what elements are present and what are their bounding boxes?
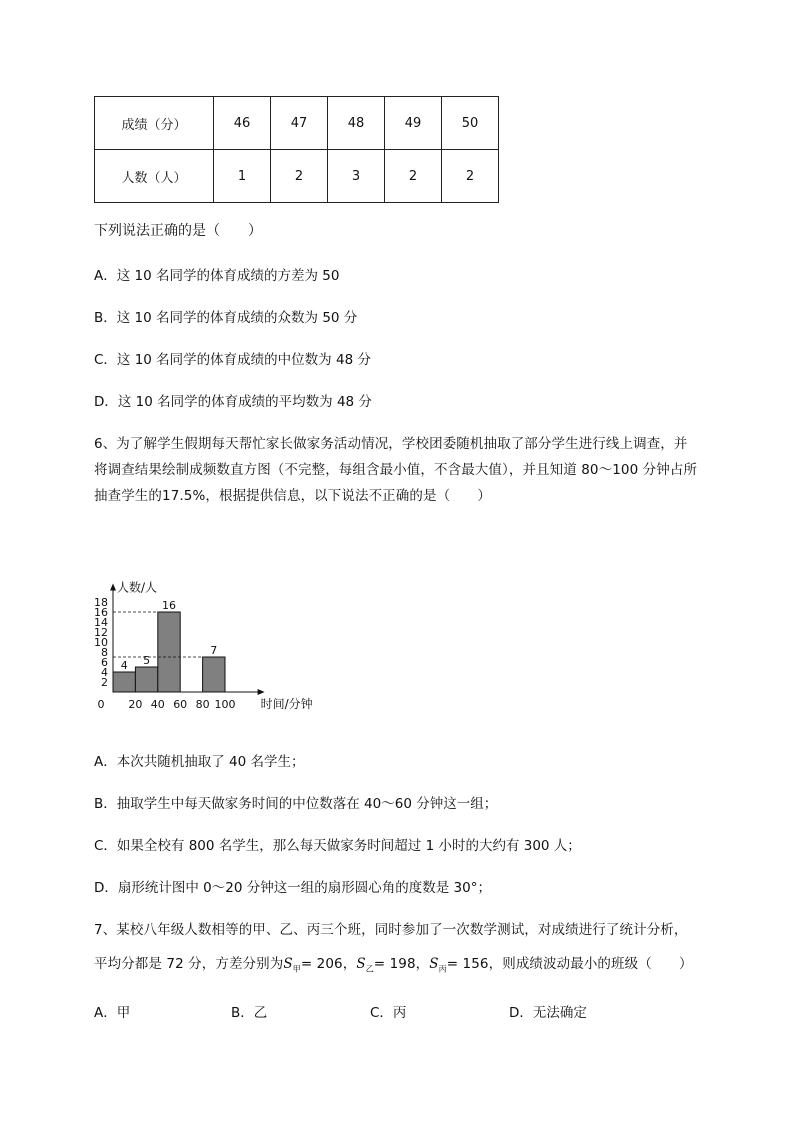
q6-line-2: 将调查结果绘制成频数直方图（不完整，每组含最小值，不含最大值），并且知道 80～100 分钟占所 bbox=[94, 462, 698, 478]
variance-value-jia: = 206， bbox=[300, 956, 357, 972]
table-cell: 3 bbox=[328, 150, 385, 203]
y-tick-label: 2 bbox=[101, 676, 108, 689]
table-cell: 2 bbox=[385, 150, 442, 203]
y-tick-label: 18 bbox=[94, 596, 108, 609]
score-table bbox=[94, 96, 499, 203]
y-tick-label: 6 bbox=[101, 656, 108, 669]
x-axis-label: 时间/分钟 bbox=[260, 697, 313, 711]
histogram-bar bbox=[203, 657, 225, 692]
variance-sub-jia: 甲 bbox=[292, 964, 301, 974]
y-tick-label: 4 bbox=[101, 666, 108, 679]
bar-value-label: 7 bbox=[210, 644, 218, 657]
q6-line-1: 6、为了解学生假期每天帮忙家长做家务活动情况，学校团委随机抽取了部分学生进行线上调查，并 bbox=[94, 436, 688, 452]
variance-value-yi: = 198， bbox=[373, 956, 430, 972]
variance-sub-bing: 丙 bbox=[438, 964, 447, 974]
bar-value-label: 4 bbox=[120, 659, 128, 672]
y-tick-label: 12 bbox=[94, 626, 108, 639]
histogram-chart bbox=[88, 530, 318, 720]
y-axis-label: 人数/人 bbox=[117, 580, 158, 595]
q5-option-a: A．这 10 名同学的体育成绩的方差为 50 bbox=[94, 268, 340, 284]
y-tick-label: 8 bbox=[101, 646, 108, 659]
x-tick-label: 100 bbox=[214, 698, 236, 711]
table-cell: 47 bbox=[271, 97, 328, 150]
q5-prompt: 下列说法正确的是（ ） bbox=[94, 223, 262, 239]
table-cell: 46 bbox=[214, 97, 271, 150]
q6-option-d: D．扇形统计图中 0～20 分钟这一组的扇形圆心角的度数是 30°； bbox=[94, 880, 491, 896]
x-tick-label: 60 bbox=[173, 698, 188, 711]
q6-option-b: B．抽取学生中每天做家务时间的中位数落在 40～60 分钟这一组； bbox=[94, 796, 498, 812]
table-cell: 1 bbox=[214, 150, 271, 203]
variance-symbol-bing: S bbox=[429, 956, 439, 972]
table-cell: 50 bbox=[442, 97, 499, 150]
table-header-count: 人数（人） bbox=[95, 150, 214, 203]
variance-value-bing: = 156，则成绩波动最小的班级（ ） bbox=[446, 956, 693, 972]
histogram-bar bbox=[158, 612, 180, 692]
variance-sub-yi: 乙 bbox=[365, 964, 374, 974]
q7-option-c: C．丙 bbox=[370, 1005, 407, 1021]
q5-option-b: B．这 10 名同学的体育成绩的众数为 50 分 bbox=[94, 310, 358, 326]
table-cell: 48 bbox=[328, 97, 385, 150]
table-row bbox=[95, 97, 499, 150]
q5-option-c: C．这 10 名同学的体育成绩的中位数为 48 分 bbox=[94, 352, 371, 368]
table-row bbox=[95, 150, 499, 203]
q6-option-c: C．如果全校有 800 名学生，那么每天做家务时间超过 1 小时的大约有 300 人； bbox=[94, 838, 581, 854]
bar-value-label: 16 bbox=[162, 599, 176, 612]
q7-line-1: 7、某校八年级人数相等的甲、乙、丙三个班，同时参加了一次数学测试，对成绩进行了统计分析， bbox=[94, 922, 688, 938]
variance-symbol-yi: S bbox=[356, 956, 366, 972]
q7-option-b: B．乙 bbox=[231, 1005, 268, 1021]
x-tick-label: 0 bbox=[97, 698, 105, 711]
histogram-bar bbox=[135, 667, 157, 692]
x-tick-label: 80 bbox=[195, 698, 210, 711]
q6-line-3: 抽查学生的17.5%，根据提供信息，以下说法不正确的是（ ） bbox=[94, 488, 491, 504]
x-axis-arrow bbox=[258, 689, 265, 695]
q7-line-2-intro: 平均分都是 72 分，方差分别为 bbox=[94, 956, 284, 972]
y-tick-label: 10 bbox=[94, 636, 108, 649]
y-tick-label: 16 bbox=[94, 606, 108, 619]
x-tick-label: 20 bbox=[128, 698, 143, 711]
q5-option-d: D．这 10 名同学的体育成绩的平均数为 48 分 bbox=[94, 394, 372, 410]
table-cell: 49 bbox=[385, 97, 442, 150]
x-tick-label: 40 bbox=[150, 698, 165, 711]
q7-option-a: A．甲 bbox=[94, 1005, 131, 1021]
bar-value-label: 5 bbox=[143, 654, 151, 667]
q6-option-a: A．本次共随机抽取了 40 名学生； bbox=[94, 754, 305, 770]
variance-symbol-jia: S bbox=[283, 956, 293, 972]
y-axis-arrow bbox=[110, 584, 116, 591]
table-cell: 2 bbox=[271, 150, 328, 203]
table-cell: 2 bbox=[442, 150, 499, 203]
q7-option-d: D．无法确定 bbox=[509, 1005, 587, 1021]
q7-line-2 bbox=[94, 952, 693, 975]
table-header-score: 成绩（分） bbox=[95, 97, 214, 150]
y-tick-label: 14 bbox=[94, 616, 108, 629]
histogram-bar bbox=[113, 672, 135, 692]
